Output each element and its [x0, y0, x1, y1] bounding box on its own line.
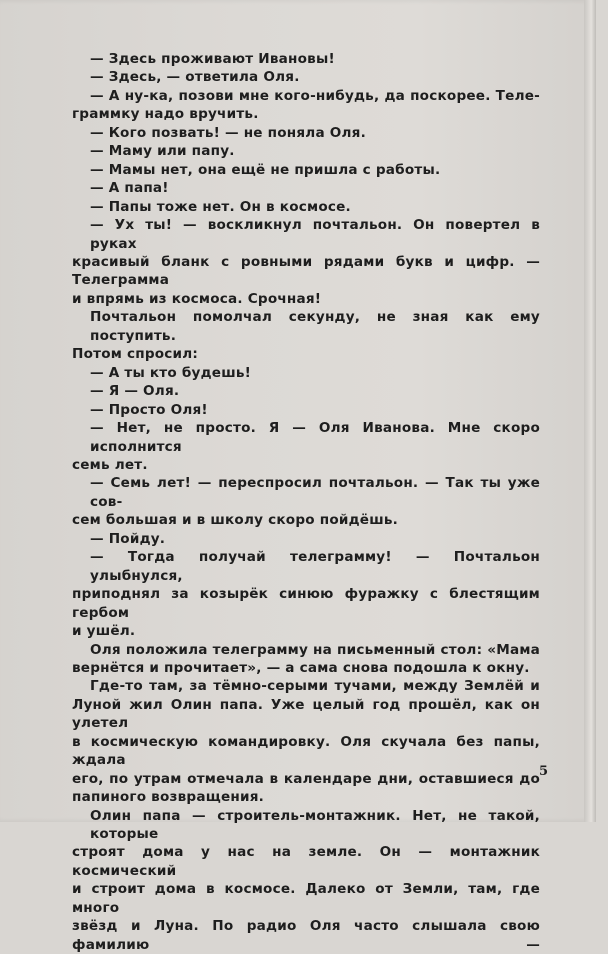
text-line: Потом спросил: [72, 346, 199, 363]
story-text [72, 50, 540, 954]
text-line: — А папа! [90, 180, 169, 197]
text-line: — Тогда получай телеграмму! — Почтальон улыбнулся, [90, 549, 540, 584]
text-line: папиного возвращения. [72, 789, 264, 806]
text-line: — Здесь, — ответила Оля. [90, 69, 300, 86]
text-line: Олин папа — строитель-монтажник. Нет, не такой, которые [90, 807, 540, 843]
text-line: — Кого позвать! — не поняла Оля. [90, 124, 366, 141]
page-number: 5 [539, 764, 549, 779]
text-line: — Мамы нет, она ещё не пришла с работы. [90, 161, 441, 178]
text-line: и ушёл. [72, 623, 136, 640]
text-line: красивый бланк с ровными рядами букв и цифр. — Телеграмма [72, 253, 540, 289]
text-line: Оля положила телеграмму на письменный стол: «Мама [90, 641, 540, 658]
text-line: вернётся и прочитает», — а сама снова подошла к окну. [72, 659, 530, 676]
text-line: и строит дома в космосе. Далеко от Земли, там, где много [72, 881, 540, 916]
text-line: звёзд и Луна. По радио Оля часто слышала свою фамилию — [72, 918, 540, 953]
text-line: — Просто Оля! [90, 401, 208, 418]
text-line: — А ну-ка, позови мне кого-нибудь, да поскорее. Теле- [90, 87, 540, 104]
text-line: Луной жил Олин папа. Уже целый год прошёл, как он улетел [72, 696, 540, 732]
text-line: Почтальон помолчал секунду, не зная как ему поступить. [90, 309, 540, 344]
text-line: — Папы тоже нет. Он в космосе. [90, 198, 351, 215]
text-line: и впрямь из космоса. Срочная! [72, 290, 322, 307]
text-line: — Здесь проживают Ивановы! [90, 51, 335, 67]
text-line: семь лет. [72, 456, 148, 473]
text-line: граммку надо вручить. [72, 106, 259, 123]
text-line: его, по утрам отмечала в календаре дни, оставшиеся до [72, 770, 540, 787]
text-line: сем большая и в школу скоро пойдёшь. [72, 512, 398, 529]
text-line: — Пойду. [90, 530, 166, 547]
text-line: — Нет, не просто. Я — Оля Иванова. Мне скоро исполнится [90, 420, 540, 455]
text-line: — А ты кто будешь! [90, 364, 252, 381]
text-line: — Я — Оля. [90, 383, 180, 400]
page-edge [584, 0, 596, 822]
text-line: Где-то там, за тёмно-серыми тучами, между Землёй и [90, 678, 540, 695]
text-line: — Семь лет! — переспросил почтальон. — Так ты уже сов- [90, 475, 540, 510]
text-line: строят дома у нас на земле. Он — монтажник космический [72, 844, 540, 879]
text-line: — Ух ты! — воскликнул почтальон. Он повертел в руках [90, 217, 540, 252]
text-line: приподнял за козырёк синюю фуражку с блестящим гербом [72, 586, 540, 621]
text-line: в космическую командировку. Оля скучала без папы, ждала [72, 733, 540, 769]
text-line: — Маму или папу. [90, 143, 235, 160]
